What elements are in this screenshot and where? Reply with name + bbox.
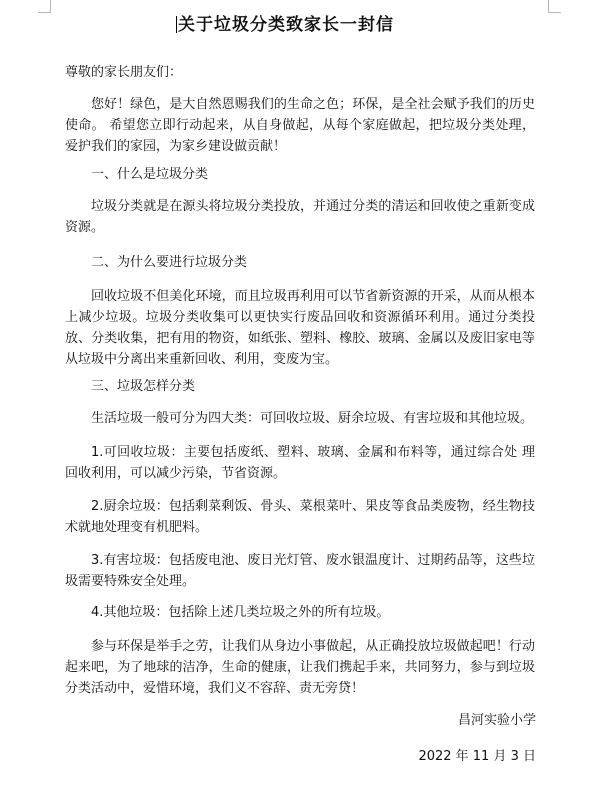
- section-paragraph-2: 回收垃圾不但美化环境，而且垃圾再利用可以节省新资源的开采，从而从根本上减少垃圾。垃圾分类收集可以更快实行废品回收和资源循环利用。通过分类投放、分类收集，把有用的物资，如纸张、塑料、橡胶、玻璃、金属以及废旧家电等从垃圾中分离出来重新回收、利用，变废为宝。: [65, 289, 535, 367]
- closing-paragraph: 参与环保是举手之劳，让我们从身边小事做起，从正确投放垃圾做起吧！行动起来吧，为了地球的洁净，生命的健康，让我们携起手来，共同努力，参与到垃圾分类活动中，爱惜环境，我们义不容辞、责无旁贷！: [65, 639, 535, 696]
- section-heading-3: 三、垃圾怎样分类: [91, 379, 196, 394]
- section-heading-1: 一、什么是垃圾分类: [91, 167, 209, 182]
- category-other: 4.其他垃圾：包括除上述几类垃圾之外的所有垃圾。: [91, 605, 390, 620]
- section-heading-2: 二、为什么要进行垃圾分类: [91, 255, 248, 270]
- text-cursor: [176, 16, 177, 33]
- section-paragraph-1: 垃圾分类就是在源头将垃圾分类投放，并通过分类的清运和回收使之重新变成资源。: [65, 199, 535, 235]
- document-title[interactable]: [0, 10, 570, 35]
- section-paragraph-3: 生活垃圾一般可分为四大类：可回收垃圾、厨余垃圾、有害垃圾和其他垃圾。: [91, 411, 534, 426]
- date: 2022 年 11 月 3 日: [418, 749, 536, 764]
- title-text: 关于垃圾分类致家长一封信: [178, 15, 394, 35]
- intro-paragraph: 您好！绿色，是大自然恩赐我们的生命之色；环保，是全社会赋予我们的历史使命。 希望您立即行动起来，从自身做起，从每个家庭做起，把垃圾分类处理，爱护我们的家园，为家乡建设做贡献！: [65, 97, 535, 154]
- salutation: 尊敬的家长朋友们：: [65, 65, 183, 80]
- signature: 昌河实验小学: [457, 713, 536, 728]
- category-recyclable: 1.可回收垃圾：主要包括废纸、塑料、玻璃、金属和布料等，通过综合处 理回收利用，可以减少污染，节省资源。: [65, 445, 535, 481]
- category-kitchen: 2.厨余垃圾：包括剩菜剩饭、骨头、菜根菜叶、果皮等食品类废物，经生物技术就地处理变有机肥料。: [65, 499, 535, 535]
- category-hazardous: 3.有害垃圾：包括废电池、废日光灯管、废水银温度计、过期药品等，这些垃圾需要特殊安全处理。: [65, 553, 535, 589]
